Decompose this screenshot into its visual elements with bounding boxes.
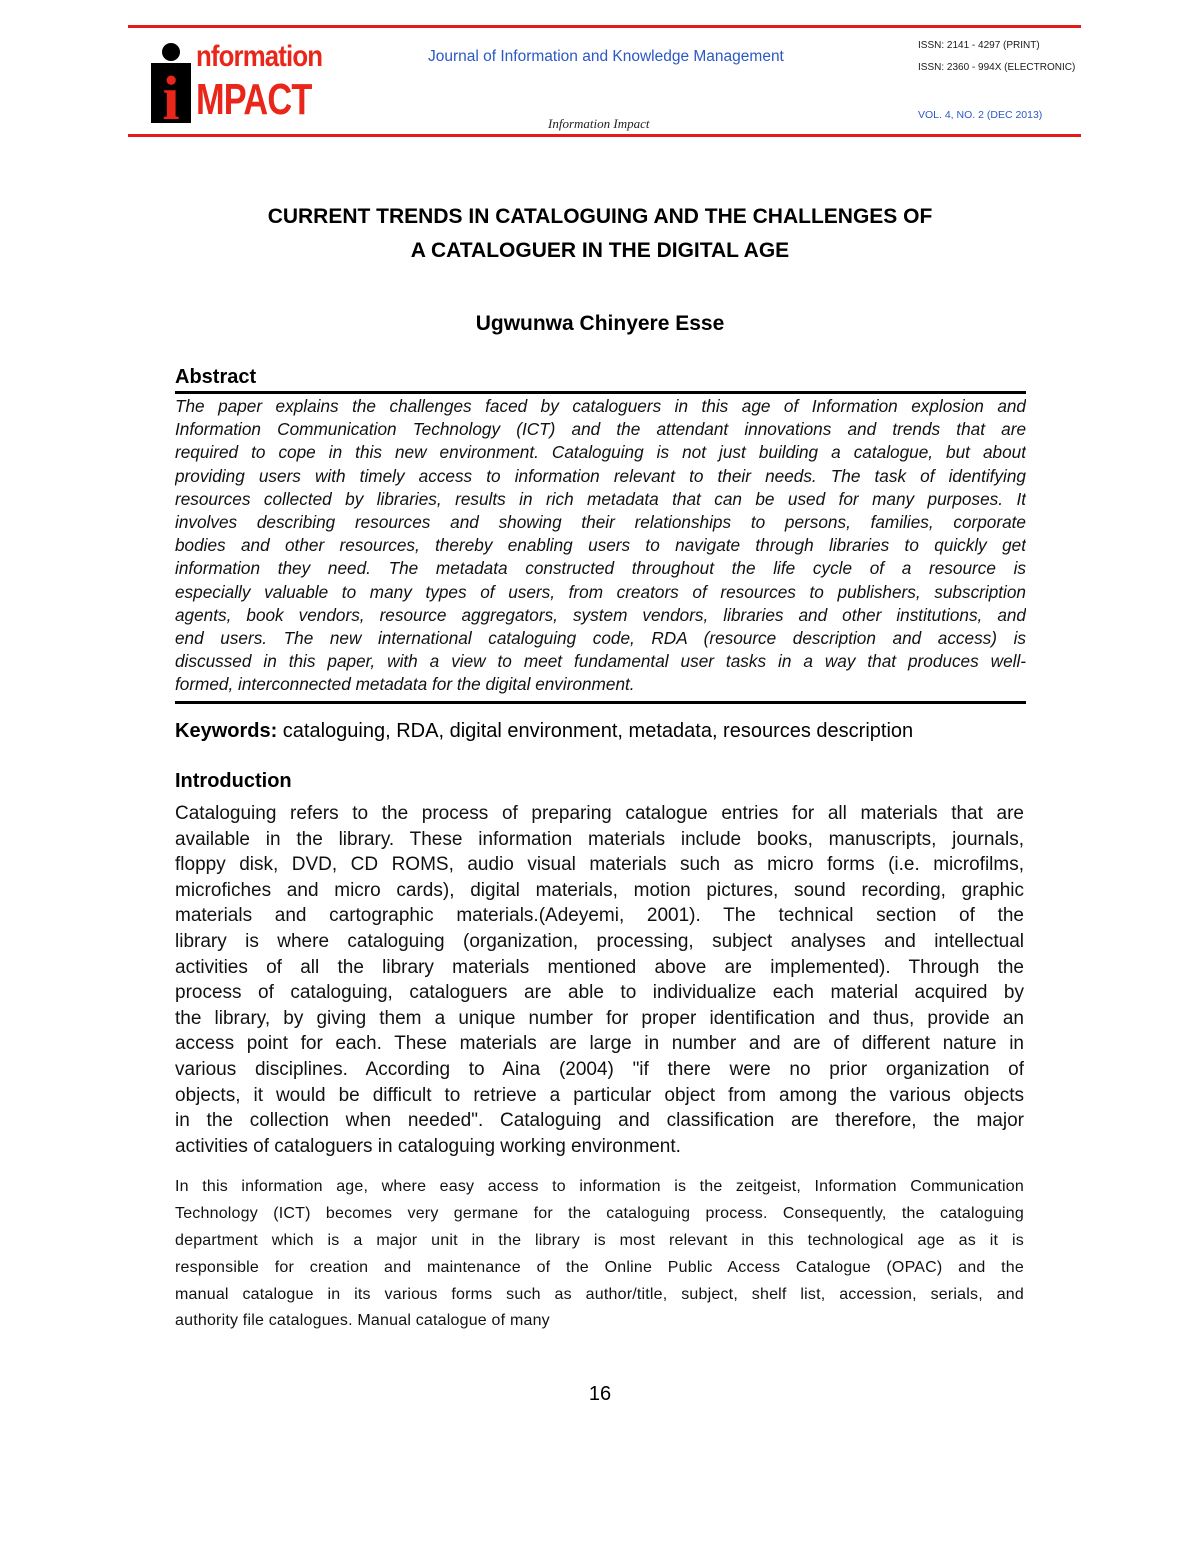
abstract-line: discussed in this paper, with a view to meet fundamental user tasks in a way that produces well- [175, 651, 1026, 672]
logo-word-information: nformation [196, 40, 323, 73]
abstract-body [175, 395, 1026, 696]
abstract-bottom-rule [175, 701, 1026, 704]
intro-line: available in the library. These information materials include books, manuscripts, journals, [175, 828, 1024, 850]
title-line-1: CURRENT TRENDS IN CATALOGUING AND THE CHALLENGES OF [267, 205, 933, 228]
abstract-line: resources collected by libraries, results in rich metadata that can be used for many purposes. It [175, 488, 1026, 509]
abstract-line: involves describing resources and showing their relationships to persons, families, corporate [175, 511, 1026, 532]
para2-line: responsible for creation and maintenance of the Online Public Access Catalogue (OPAC) and the [175, 1258, 1024, 1276]
information-impact-logo [148, 40, 323, 124]
intro-line: activities of cataloguers in cataloguing working environment. [175, 1135, 681, 1157]
abstract-line: The paper explains the challenges faced by cataloguers in this age of Information explosion and [175, 396, 1026, 416]
intro-line: the library, by giving them a unique number for proper identification and thus, provide an [175, 1007, 1024, 1029]
abstract-line: information they need. The metadata constructed throughout the life cycle of a resource is [175, 558, 1026, 579]
issn-electronic: ISSN: 2360 - 994X (ELECTRONIC) [918, 62, 1076, 73]
abstract-line: end users. The new international cataloguing code, RDA (resource description and access) is [175, 627, 1026, 648]
volume-info: VOL. 4, NO. 2 (DEC 2013) [918, 109, 1043, 121]
keywords-text: cataloguing, RDA, digital environment, metadata, resources description [277, 720, 914, 742]
second-paragraph [175, 1174, 1024, 1335]
abstract-line: especially valuable to many types of users, from creators of resources to publishers, subscription [175, 581, 1026, 602]
intro-line: materials and cartographic materials.(Adeyemi, 2001). The technical section of the [175, 905, 1024, 927]
abstract-line: agents, book vendors, resource aggregators, system vendors, libraries and other institutions, and [175, 604, 1026, 625]
intro-line: process of cataloguing, cataloguers are able to individualize each material acquired by [175, 982, 1024, 1004]
journal-name: Journal of Information and Knowledge Management [428, 48, 784, 65]
abstract-line: required to cope in this new environment. Cataloguing is not just building a catalogue, but about [175, 442, 1026, 463]
abstract-heading: Abstract [175, 366, 257, 388]
intro-line: in the collection when needed". Cataloguing and classification are therefore, the major [175, 1110, 1024, 1132]
header-bottom-rule [128, 134, 1081, 137]
title-line-2: A CATALOGUER IN THE DIGITAL AGE [410, 239, 790, 262]
intro-line: floppy disk, DVD, CD ROMS, audio visual materials such as micro forms (i.e. microfilms, [175, 854, 1024, 876]
introduction-heading: Introduction [175, 770, 292, 792]
journal-subname: Information Impact [548, 116, 650, 131]
keywords [175, 720, 913, 743]
author-name: Ugwunwa Chinyere Esse [475, 312, 725, 335]
abstract-line: bodies and other resources, thereby enabling users to navigate through libraries to quickly get [175, 535, 1026, 556]
intro-line: library is where cataloguing (organization, processing, subject analyses and intellectual [175, 930, 1024, 952]
logo-word-impact: MPACT [196, 75, 312, 124]
para2-line: In this information age, where easy access to information is the zeitgeist, Information Communication [175, 1178, 1024, 1195]
abstract-top-rule [175, 391, 1026, 394]
intro-line: Cataloguing refers to the process of preparing catalogue entries for all materials that are [175, 803, 1024, 824]
intro-line: access point for each. These materials are large in number and are of different nature in [175, 1033, 1024, 1055]
intro-line: various disciplines. According to Aina (2004) "if there were no prior organization of [175, 1058, 1024, 1080]
intro-line: microfiches and micro cards), digital materials, motion pictures, sound recording, graphic [175, 879, 1024, 901]
abstract-line: providing users with timely access to information relevant to their needs. The task of identifying [175, 465, 1026, 486]
issn-print: ISSN: 2141 - 4297 (PRINT) [918, 40, 1040, 51]
article-title [130, 200, 1070, 268]
logo-i-icon [148, 43, 194, 123]
para2-line: manual catalogue in its various forms such as author/title, subject, shelf list, accession, serials, and [175, 1285, 1024, 1303]
abstract-line: Information Communication Technology (ICT) and the attendant innovations and trends that are [175, 419, 1026, 440]
para2-line: Technology (ICT) becomes very germane for the cataloguing process. Consequently, the cataloguing [175, 1204, 1024, 1222]
intro-line: objects, it would be difficult to retrieve a particular object from among the various objects [175, 1084, 1024, 1106]
abstract-line: formed, interconnected metadata for the digital environment. [175, 674, 635, 695]
para2-line: department which is a major unit in the library is most relevant in this technological age as it is [175, 1231, 1024, 1249]
intro-line: activities of all the library materials mentioned above are implemented). Through the [175, 956, 1024, 978]
keywords-label: Keywords: [175, 720, 278, 742]
page-number: 16 [588, 1383, 612, 1405]
header-top-rule [128, 25, 1081, 28]
introduction-paragraph [175, 801, 1024, 1159]
logo-big-letter: i [162, 65, 180, 123]
para2-line: authority file catalogues. Manual catalogue of many [175, 1312, 550, 1330]
